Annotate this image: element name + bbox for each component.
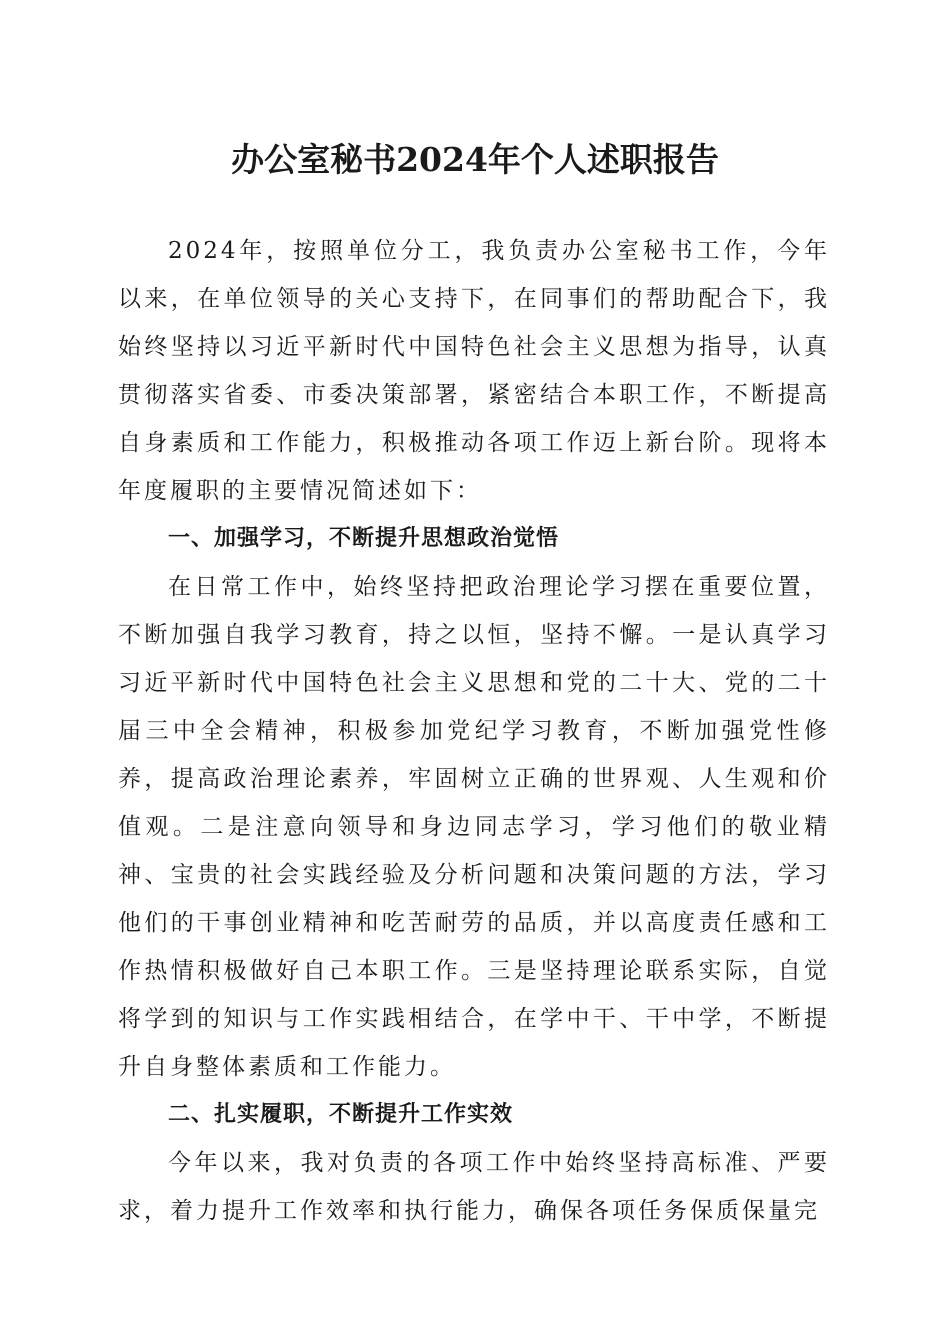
section-2-paragraph: 今年以来，我对负责的各项工作中始终坚持高标准、严要求，着力提升工作效率和执行能力，确保各项任务保质保量完: [118, 1150, 830, 1224]
document-body: [118, 227, 830, 1235]
section-2-heading: 二、扎实履职，不断提升工作实效: [168, 1102, 514, 1127]
section-1-heading: 一、加强学习，不断提升思想政治觉悟: [168, 526, 560, 551]
document-title: 办公室秘书2024年个人述职报告: [231, 140, 719, 179]
section-1-paragraph: 在日常工作中，始终坚持把政治理论学习摆在重要位置，不断加强自我学习教育，持之以恒，坚持不懈。一是认真学习习近平新时代中国特色社会主义思想和党的二十大、党的二十届三中全会精神，积极参加党纪学习教育，不断加强党性修养，提高政治理论素养，牢固树立正确的世界观、人生观和价值观。二是注意向领导和身边同志学习，学习他们的敬业精神、宝贵的社会实践经验及分析问题和决策问题的方法，学习他们的干事创业精神和吃苦耐劳的品质，并以高度责任感和工作热情积极做好自己本职工作。三是坚持理论联系实际，自觉将学到的知识与工作实践相结合，在学中干、干中学，不断提升自身整体素质和工作能力。: [118, 574, 830, 1080]
intro-paragraph: 2024年，按照单位分工，我负责办公室秘书工作，今年以来，在单位领导的关心支持下，在同事们的帮助配合下，我始终坚持以习近平新时代中国特色社会主义思想为指导，认真贯彻落实省委、市委决策部署，紧密结合本职工作，不断提高自身素质和工作能力，积极推动各项工作迈上新台阶。现将本年度履职的主要情况简述如下：: [118, 238, 830, 504]
